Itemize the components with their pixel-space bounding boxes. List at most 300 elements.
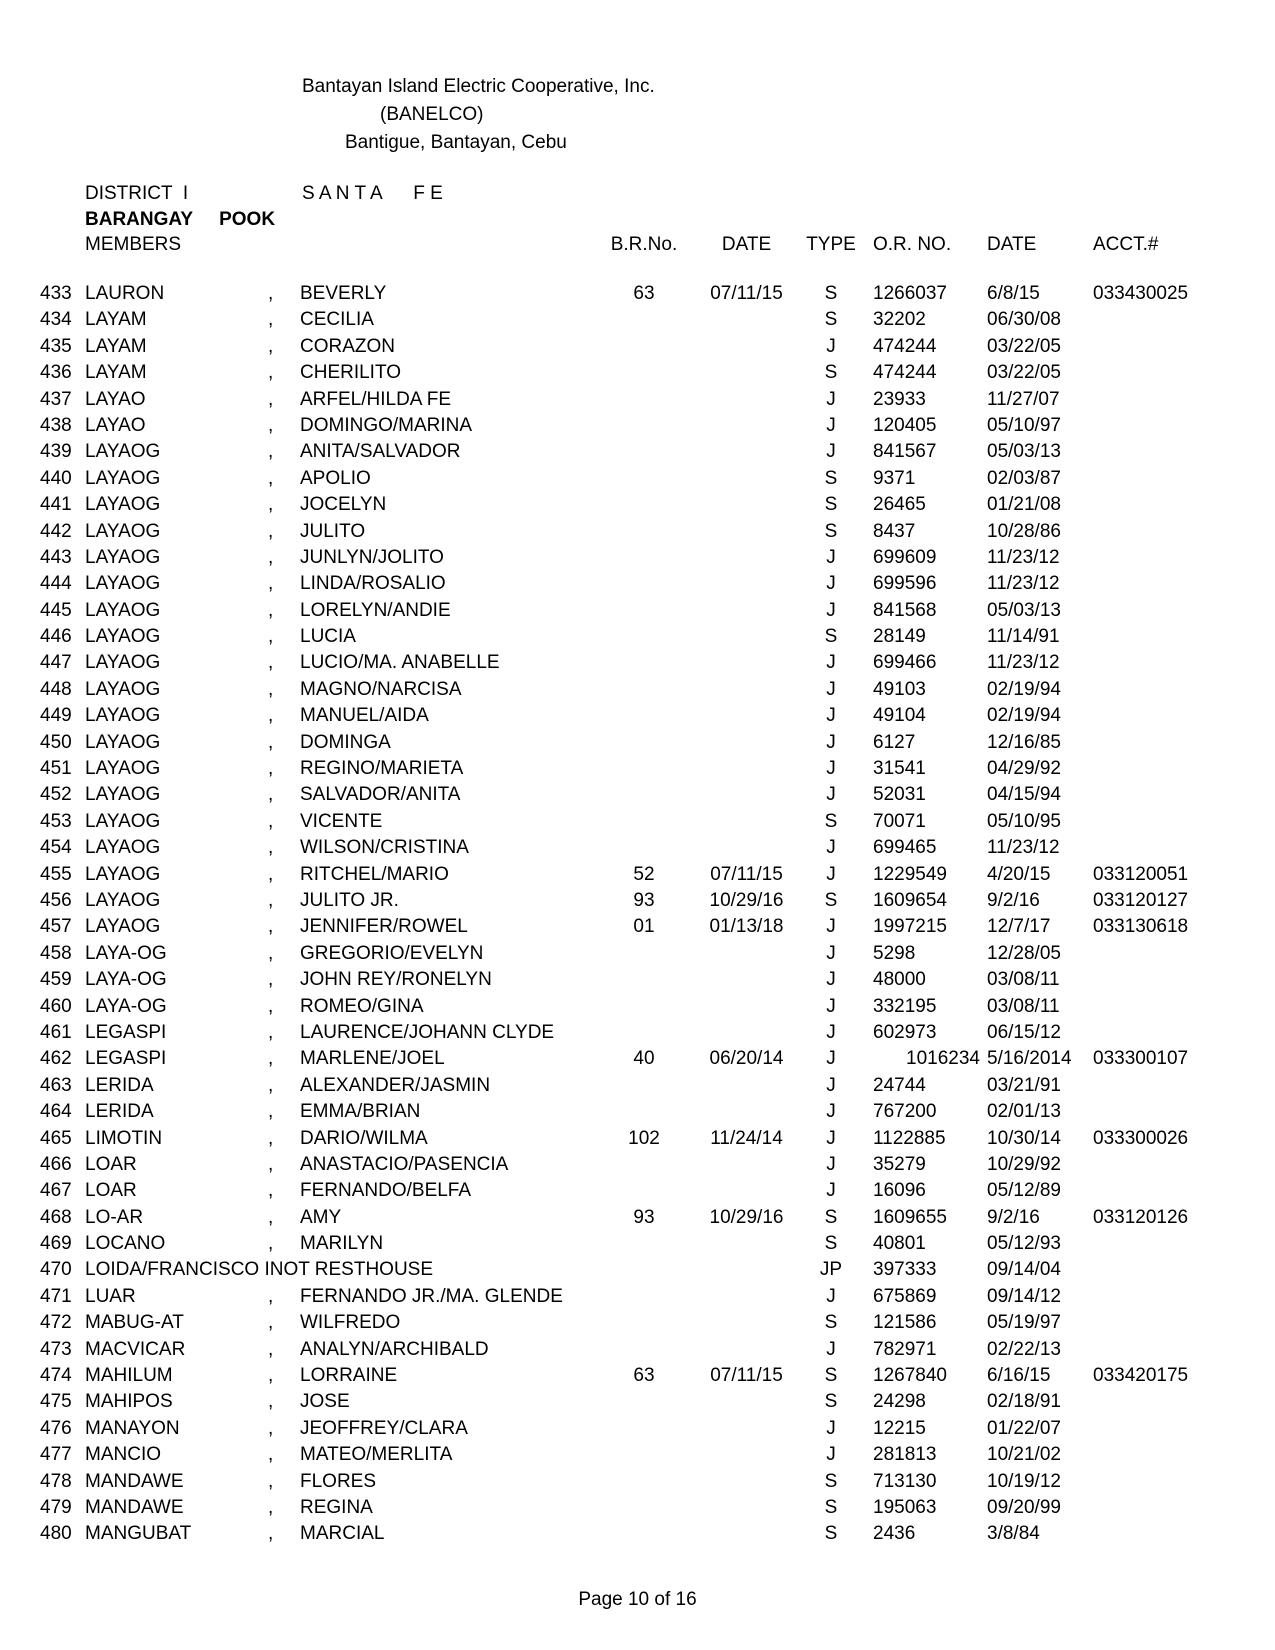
or-date: 05/12/89 <box>987 1180 1061 1202</box>
member-number: 473 <box>40 1338 72 1360</box>
member-type: J <box>826 784 836 806</box>
br-date <box>693 756 800 782</box>
member-surname: MABUG-AT <box>85 1312 184 1334</box>
member-number: 478 <box>40 1470 72 1492</box>
account-number <box>1090 703 1210 729</box>
member-row <box>40 571 1210 597</box>
or-number: 1609655 <box>873 1206 947 1228</box>
comma-separator: , <box>268 1180 274 1202</box>
account-number <box>1090 1442 1210 1468</box>
or-number: 1016234 <box>906 1048 980 1070</box>
member-given-name: DARIO/WILMA <box>300 1127 428 1149</box>
br-date: 06/20/14 <box>709 1048 784 1070</box>
or-number: 31541 <box>873 758 926 780</box>
or-number: 1997215 <box>873 916 947 938</box>
member-given-name: DOMINGO/MARINA <box>300 414 473 436</box>
account-number <box>1090 941 1210 967</box>
br-number: 63 <box>633 1365 655 1387</box>
member-given-name: MARLENE/JOEL <box>300 1048 445 1070</box>
account-number <box>1090 545 1210 571</box>
br-number <box>595 1099 693 1125</box>
member-given-name: ANALYN/ARCHIBALD <box>300 1338 489 1360</box>
br-number <box>595 334 693 360</box>
member-number: 448 <box>40 678 72 700</box>
br-no-column-label: B.R.No. <box>610 234 678 255</box>
member-type: S <box>824 1470 838 1492</box>
br-date <box>693 1337 800 1363</box>
member-surname: LOCANO <box>85 1233 166 1255</box>
member-number: 460 <box>40 995 72 1017</box>
or-number: 782971 <box>873 1338 937 1360</box>
or-number: 12215 <box>873 1417 926 1439</box>
member-row <box>40 1469 1210 1495</box>
or-number: 474244 <box>873 362 937 384</box>
member-surname: LAYAOG <box>85 916 161 938</box>
member-row <box>40 1495 1210 1521</box>
br-date <box>693 1310 800 1336</box>
comma-separator: , <box>268 678 274 700</box>
member-surname: LOAR <box>85 1180 137 1202</box>
comma-separator: , <box>268 283 274 304</box>
member-surname: LAYAOG <box>85 889 161 911</box>
member-surname: LEGASPI <box>85 1048 167 1070</box>
or-date: 02/22/13 <box>987 1338 1061 1360</box>
member-surname: LOAR <box>85 1153 137 1175</box>
member-number: 469 <box>40 1233 72 1255</box>
member-given-name: LAURENCE/JOHANN CLYDE <box>300 1021 555 1043</box>
br-date <box>693 1442 800 1468</box>
member-given-name: VICENTE <box>300 810 383 832</box>
or-date: 10/28/86 <box>987 520 1061 542</box>
or-date: 03/08/11 <box>987 969 1060 991</box>
member-row <box>40 650 1210 676</box>
member-type: S <box>824 1312 838 1334</box>
member-number: 456 <box>40 889 72 911</box>
member-type: S <box>824 1496 838 1518</box>
or-number: 52031 <box>873 784 926 806</box>
account-number: 033300107 <box>1093 1048 1189 1070</box>
account-number <box>1090 1178 1210 1204</box>
account-number <box>1090 809 1210 835</box>
comma-separator: , <box>268 1127 274 1149</box>
member-number: 441 <box>40 494 72 516</box>
member-type: J <box>826 995 836 1017</box>
account-number: 033120126 <box>1093 1206 1189 1228</box>
member-type: J <box>826 599 836 621</box>
account-number <box>1090 519 1210 545</box>
member-surname: LAYAM <box>85 309 147 331</box>
or-date: 11/23/12 <box>987 652 1060 674</box>
or-number: 332195 <box>873 995 937 1017</box>
br-number <box>595 650 693 676</box>
account-number <box>1090 624 1210 650</box>
or-number: 1122885 <box>873 1127 946 1149</box>
or-number: 1609654 <box>873 889 947 911</box>
account-number <box>1090 598 1210 624</box>
br-date <box>693 439 800 465</box>
br-date <box>693 624 800 650</box>
member-number: 457 <box>40 916 72 938</box>
or-number: 602973 <box>873 1021 937 1043</box>
br-date <box>693 598 800 624</box>
member-given-name: DOMINGA <box>300 731 391 753</box>
or-date: 05/10/95 <box>987 810 1061 832</box>
or-date: 05/03/13 <box>987 441 1061 463</box>
member-number: 480 <box>40 1523 72 1545</box>
member-row <box>40 941 1210 967</box>
member-given-name: RITCHEL/MARIO <box>300 863 449 885</box>
member-given-name: JULITO <box>300 520 366 542</box>
or-date: 01/21/08 <box>987 494 1061 516</box>
or-number: 6127 <box>873 731 916 753</box>
member-row <box>40 677 1210 703</box>
account-number <box>1090 835 1210 861</box>
br-date <box>693 1416 800 1442</box>
member-type: J <box>826 705 836 727</box>
or-date: 02/01/13 <box>987 1101 1061 1123</box>
or-date: 02/18/91 <box>987 1391 1061 1413</box>
or-date: 05/12/93 <box>987 1233 1061 1255</box>
account-number <box>1090 334 1210 360</box>
member-row <box>40 1073 1210 1099</box>
member-type: S <box>824 626 838 648</box>
member-given-name: REGINA <box>300 1496 373 1518</box>
or-date: 02/19/94 <box>987 678 1061 700</box>
member-number: 459 <box>40 969 72 991</box>
br-number <box>595 1310 693 1336</box>
acct-column-label: ACCT.# <box>1093 234 1159 255</box>
member-given-name: MAGNO/NARCISA <box>300 678 462 700</box>
member-row <box>40 888 1210 914</box>
br-number <box>595 835 693 861</box>
or-date: 06/15/12 <box>987 1021 1061 1043</box>
member-row <box>40 1337 1210 1363</box>
account-number <box>1090 967 1210 993</box>
or-date: 05/03/13 <box>987 599 1061 621</box>
member-type: J <box>826 1444 836 1466</box>
or-date: 05/10/97 <box>987 414 1061 436</box>
comma-separator: , <box>268 388 274 410</box>
member-number: 476 <box>40 1417 72 1439</box>
or-number: 121586 <box>873 1312 937 1334</box>
account-number <box>1090 1284 1210 1310</box>
br-number <box>595 1257 693 1283</box>
comma-separator: , <box>268 1021 274 1043</box>
comma-separator: , <box>268 1338 274 1360</box>
or-date: 4/20/15 <box>987 863 1051 885</box>
or-number: 49104 <box>873 705 926 727</box>
account-number <box>1090 1521 1210 1547</box>
br-date <box>693 571 800 597</box>
or-number: 713130 <box>873 1470 937 1492</box>
member-type: S <box>824 362 838 384</box>
br-number <box>595 941 693 967</box>
br-date <box>693 334 800 360</box>
member-surname: LAYAOG <box>85 678 161 700</box>
account-number <box>1090 730 1210 756</box>
br-number <box>595 1152 693 1178</box>
comma-separator: , <box>268 1365 274 1387</box>
member-row <box>40 1046 1210 1072</box>
member-type: J <box>826 678 836 700</box>
br-date <box>693 1231 800 1257</box>
member-row <box>40 413 1210 439</box>
member-given-name: BEVERLY <box>300 283 387 304</box>
member-row <box>40 1442 1210 1468</box>
member-surname: LAYAOG <box>85 573 161 595</box>
member-row <box>40 1389 1210 1415</box>
br-number <box>595 677 693 703</box>
member-row <box>40 703 1210 729</box>
br-number <box>595 624 693 650</box>
account-number <box>1090 1389 1210 1415</box>
account-number: 033120127 <box>1093 889 1189 911</box>
member-type: J <box>826 758 836 780</box>
member-row <box>40 334 1210 360</box>
member-given-name: LUCIO/MA. ANABELLE <box>300 652 500 674</box>
table-header-row <box>40 232 1210 258</box>
account-number: 033130618 <box>1093 916 1189 938</box>
br-number <box>595 466 693 492</box>
comma-separator: , <box>268 810 274 832</box>
member-surname: LAYAOG <box>85 441 161 463</box>
comma-separator: , <box>268 705 274 727</box>
account-number <box>1090 756 1210 782</box>
member-given-name: REGINO/MARIETA <box>300 758 464 780</box>
member-number: 477 <box>40 1444 72 1466</box>
comma-separator: , <box>268 414 274 436</box>
account-number <box>1090 387 1210 413</box>
account-number: 033420175 <box>1093 1365 1189 1387</box>
or-date: 12/28/05 <box>987 942 1061 964</box>
br-number <box>595 519 693 545</box>
member-surname: LAYAOG <box>85 599 161 621</box>
member-row <box>40 1126 1210 1152</box>
member-surname: LAYAOG <box>85 863 161 885</box>
account-number <box>1090 1310 1210 1336</box>
member-surname: LAYAOG <box>85 731 161 753</box>
member-row <box>40 1521 1210 1547</box>
br-date <box>693 307 800 333</box>
member-surname: MAHIPOS <box>85 1391 173 1413</box>
br-number <box>595 1337 693 1363</box>
district-value: S A N T A F E <box>302 183 443 204</box>
member-type: J <box>826 652 836 674</box>
br-number <box>595 1284 693 1310</box>
comma-separator <box>268 1257 300 1283</box>
comma-separator: , <box>268 1074 274 1096</box>
member-number: 461 <box>40 1021 72 1043</box>
account-number <box>1090 1416 1210 1442</box>
or-date: 9/2/16 <box>987 1206 1040 1228</box>
member-type: J <box>826 1338 836 1360</box>
account-number <box>1090 677 1210 703</box>
org-name: Bantayan Island Electric Cooperative, Inc. <box>302 76 655 97</box>
br-number: 93 <box>633 889 655 911</box>
br-date: 10/29/16 <box>709 889 784 911</box>
or-number: 841567 <box>873 441 937 463</box>
comma-separator: , <box>268 546 274 568</box>
member-given-name: FLORES <box>300 1470 377 1492</box>
member-surname: LAYAM <box>85 362 147 384</box>
member-surname: LAYAOG <box>85 810 161 832</box>
member-type: J <box>826 1074 836 1096</box>
member-given-name: CHERILITO <box>300 362 402 384</box>
member-surname: MAHILUM <box>85 1365 173 1387</box>
member-given-name: ANITA/SALVADOR <box>300 441 461 463</box>
comma-separator: , <box>268 441 274 463</box>
member-row <box>40 756 1210 782</box>
member-surname: LAYAOG <box>85 652 161 674</box>
or-number: 699596 <box>873 573 937 595</box>
member-given-name: WILSON/CRISTINA <box>300 837 469 859</box>
member-given-name: ANASTACIO/PASENCIA <box>300 1153 509 1175</box>
member-number: 462 <box>40 1048 72 1070</box>
member-number: 449 <box>40 705 72 727</box>
member-type: J <box>826 731 836 753</box>
member-given-name: MARILYN <box>300 1233 384 1255</box>
member-given-name: FERNANDO JR./MA. GLENDE <box>300 1285 563 1307</box>
or-date: 11/23/12 <box>987 573 1060 595</box>
member-type: J <box>826 1048 836 1070</box>
or-date: 05/19/97 <box>987 1312 1061 1334</box>
member-given-name: WILFREDO <box>300 1312 401 1334</box>
member-given-name: APOLIO <box>300 467 371 489</box>
member-given-name: ALEXANDER/JASMIN <box>300 1074 491 1096</box>
member-surname: MANDAWE <box>85 1470 184 1492</box>
account-number <box>1090 413 1210 439</box>
account-number: 033430025 <box>1093 283 1189 304</box>
member-number: 472 <box>40 1312 72 1334</box>
or-date: 02/19/94 <box>987 705 1061 727</box>
member-surname: MANDAWE <box>85 1496 184 1518</box>
comma-separator: , <box>268 652 274 674</box>
br-number <box>595 756 693 782</box>
comma-separator: , <box>268 942 274 964</box>
member-given-name: FERNANDO/BELFA <box>300 1180 472 1202</box>
br-number <box>595 1521 693 1547</box>
member-type: J <box>826 1127 836 1149</box>
member-type: S <box>824 889 838 911</box>
or-date: 11/14/91 <box>987 626 1060 648</box>
member-number: 442 <box>40 520 72 542</box>
comma-separator: , <box>268 573 274 595</box>
or-number: 28149 <box>873 626 926 648</box>
account-number <box>1090 466 1210 492</box>
member-number: 474 <box>40 1365 72 1387</box>
br-date <box>693 492 800 518</box>
member-row <box>40 914 1210 940</box>
br-number: 40 <box>633 1048 655 1070</box>
account-number <box>1090 782 1210 808</box>
member-surname: LAYAOG <box>85 546 161 568</box>
member-surname: LERIDA <box>85 1074 154 1096</box>
br-date <box>693 1073 800 1099</box>
br-date <box>693 809 800 835</box>
member-row <box>40 1284 1210 1310</box>
account-number <box>1090 1257 1210 1283</box>
org-acronym: (BANELCO) <box>380 104 484 125</box>
or-number: 767200 <box>873 1101 937 1123</box>
or-number: 2436 <box>873 1523 916 1545</box>
or-date: 11/27/07 <box>987 388 1060 410</box>
account-number <box>1090 1337 1210 1363</box>
member-surname: LAYA-OG <box>85 969 167 991</box>
br-date: 11/24/14 <box>710 1127 783 1149</box>
type-column-label: TYPE <box>806 234 856 255</box>
member-number: 437 <box>40 388 72 410</box>
member-type: J <box>826 916 836 938</box>
member-surname: LAYA-OG <box>85 995 167 1017</box>
member-number: 463 <box>40 1074 72 1096</box>
member-row <box>40 967 1210 993</box>
member-surname: LAYAOG <box>85 784 161 806</box>
member-type: J <box>826 546 836 568</box>
comma-separator: , <box>268 758 274 780</box>
member-number: 467 <box>40 1180 72 1202</box>
or-date: 03/22/05 <box>987 335 1061 357</box>
br-date-column-label: DATE <box>721 234 772 255</box>
member-row <box>40 835 1210 861</box>
br-date: 07/11/15 <box>710 283 783 304</box>
or-date: 03/22/05 <box>987 362 1061 384</box>
comma-separator: , <box>268 995 274 1017</box>
member-number: 445 <box>40 599 72 621</box>
br-date <box>693 1495 800 1521</box>
or-number: 9371 <box>873 467 916 489</box>
member-type: J <box>826 942 836 964</box>
br-date <box>693 677 800 703</box>
comma-separator: , <box>268 1233 274 1255</box>
or-date: 09/14/04 <box>987 1259 1061 1281</box>
member-type: J <box>826 573 836 595</box>
member-surname: LOIDA/FRANCISCO INOT RESTHOUSE <box>85 1259 434 1281</box>
header-spacer <box>268 232 300 258</box>
comma-separator: , <box>268 467 274 489</box>
member-type: J <box>826 1285 836 1307</box>
account-number <box>1090 650 1210 676</box>
br-date <box>693 1257 800 1283</box>
member-row <box>40 862 1210 888</box>
member-number: 465 <box>40 1127 72 1149</box>
or-number: 24744 <box>873 1074 926 1096</box>
account-number <box>1090 439 1210 465</box>
account-number <box>1090 307 1210 333</box>
comma-separator: , <box>268 837 274 859</box>
member-surname: LAYAOG <box>85 837 161 859</box>
member-type: J <box>826 441 836 463</box>
member-given-name: GREGORIO/EVELYN <box>300 942 484 964</box>
member-number: 443 <box>40 546 72 568</box>
member-given-name: JEOFFREY/CLARA <box>300 1417 468 1439</box>
comma-separator: , <box>268 1153 274 1175</box>
or-number: 1229549 <box>873 863 947 885</box>
member-rows <box>40 281 1210 1548</box>
br-date <box>693 967 800 993</box>
br-number <box>595 730 693 756</box>
member-row <box>40 1205 1210 1231</box>
member-given-name: MATEO/MERLITA <box>300 1444 453 1466</box>
member-type: J <box>826 335 836 357</box>
comma-separator: , <box>268 889 274 911</box>
account-number <box>1090 492 1210 518</box>
comma-separator: , <box>268 309 274 331</box>
br-number <box>595 545 693 571</box>
member-row <box>40 1257 1210 1283</box>
comma-separator: , <box>268 520 274 542</box>
br-number: 63 <box>633 283 655 304</box>
member-number: 434 <box>40 309 72 331</box>
